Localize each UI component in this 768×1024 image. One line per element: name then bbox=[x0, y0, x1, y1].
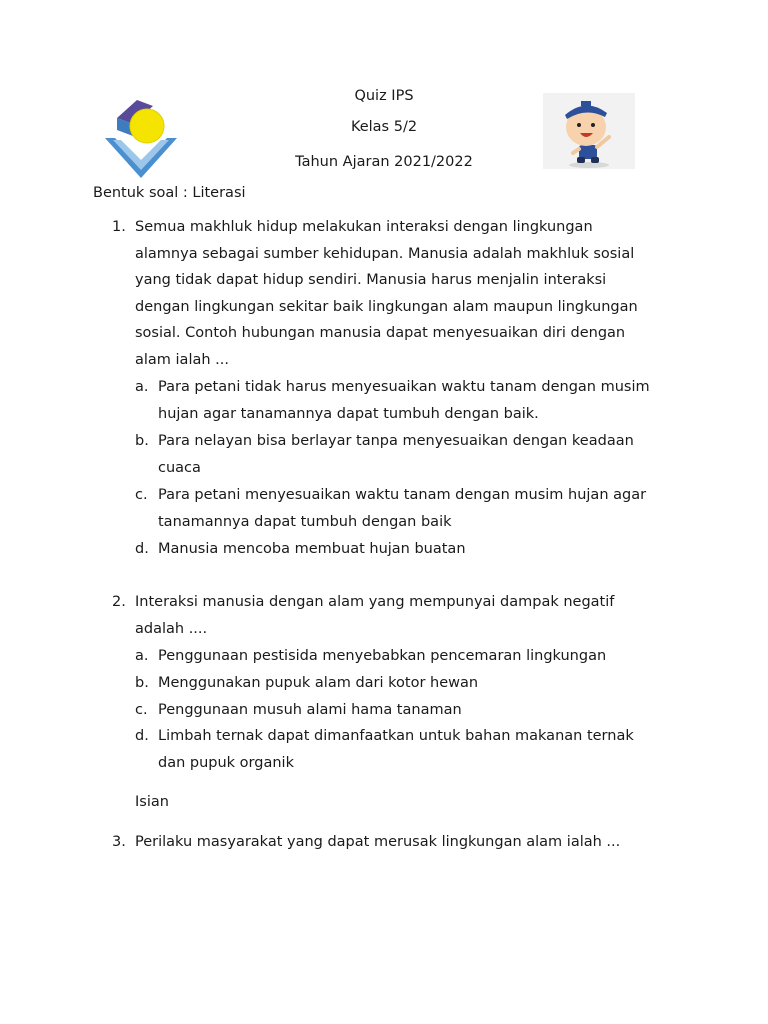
question-2-line: Interaksi manusia dengan alam yang mempunyai dampak negatif bbox=[135, 594, 615, 610]
option-1c-text: Para petani menyesuaikan waktu tanam dengan musim hujan agar bbox=[158, 487, 647, 503]
section-isian-label: Isian bbox=[135, 794, 169, 810]
quiz-title: Quiz IPS bbox=[354, 88, 414, 104]
option-1a-letter: a. bbox=[135, 379, 149, 395]
option-2d-letter: d. bbox=[135, 728, 149, 744]
question-1-line: yang tidak dapat hidup sendiri. Manusia harus menjalin interaksi bbox=[135, 272, 607, 288]
option-1b-text: cuaca bbox=[158, 460, 201, 476]
question-2-number: 2. bbox=[112, 594, 126, 610]
option-1d-letter: d. bbox=[135, 541, 149, 557]
question-1-number: 1. bbox=[112, 219, 126, 235]
option-2c-letter: c. bbox=[135, 702, 148, 718]
option-1d-text: Manusia mencoba membuat hujan buatan bbox=[158, 541, 466, 557]
question-type-label: Bentuk soal : Literasi bbox=[93, 185, 246, 201]
option-2c-text: Penggunaan musuh alami hama tanaman bbox=[158, 702, 462, 718]
question-3-text: Perilaku masyarakat yang dapat merusak lingkungan alam ialah ... bbox=[135, 834, 621, 850]
class-label: Kelas 5/2 bbox=[350, 119, 418, 135]
question-1-line: dengan lingkungan sekitar baik lingkungan alam maupun lingkungan bbox=[135, 299, 638, 315]
option-2d-text: dan pupuk organik bbox=[158, 755, 294, 771]
option-1a-text: Para petani tidak harus menyesuaikan waktu tanam dengan musim bbox=[158, 379, 650, 395]
option-1c-letter: c. bbox=[135, 487, 148, 503]
option-2b-text: Menggunakan pupuk alam dari kotor hewan bbox=[158, 675, 479, 691]
question-3-number: 3. bbox=[112, 834, 126, 850]
option-1c-text: tanamannya dapat tumbuh dengan baik bbox=[158, 514, 452, 530]
option-2d-text: Limbah ternak dapat dimanfaatkan untuk bahan makanan ternak bbox=[158, 728, 634, 744]
option-2b-letter: b. bbox=[135, 675, 149, 691]
option-1b-text: Para nelayan bisa berlayar tanpa menyesuaikan dengan keadaan bbox=[158, 433, 634, 449]
academic-year: Tahun Ajaran 2021/2022 bbox=[295, 154, 473, 170]
question-1-line: alam ialah ... bbox=[135, 352, 229, 368]
option-1a-text: hujan agar tanamannya dapat tumbuh dengan baik. bbox=[158, 406, 539, 422]
option-2a-letter: a. bbox=[135, 648, 149, 664]
option-2a-text: Penggunaan pestisida menyebabkan pencemaran lingkungan bbox=[158, 648, 607, 664]
option-1b-letter: b. bbox=[135, 433, 149, 449]
question-1-line: sosial. Contoh hubungan manusia dapat menyesuaikan diri dengan bbox=[135, 325, 626, 341]
question-1-line: Semua makhluk hidup melakukan interaksi dengan lingkungan bbox=[135, 219, 593, 235]
question-2-line: adalah .... bbox=[135, 621, 208, 637]
question-1-line: alamnya sebagai sumber kehidupan. Manusia adalah makhluk sosial bbox=[135, 246, 635, 262]
